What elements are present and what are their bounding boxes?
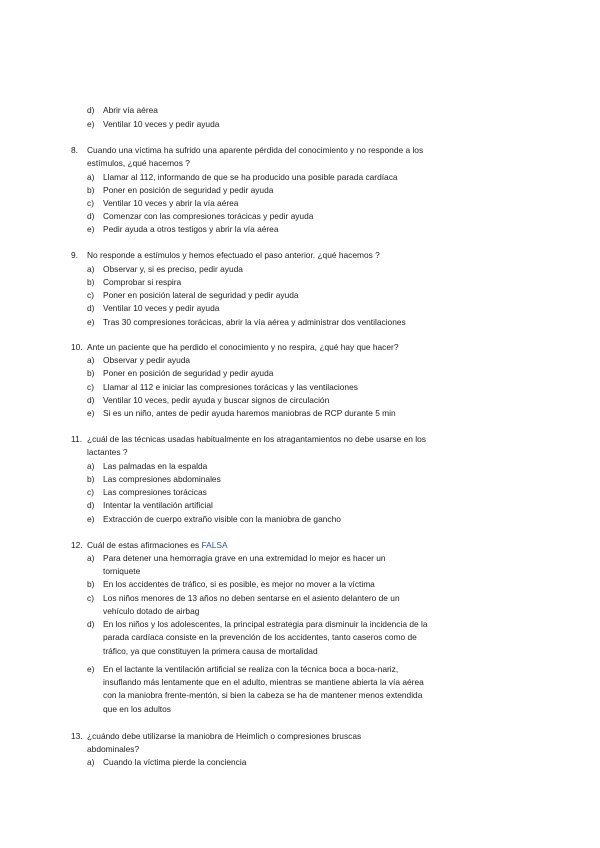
option-letter: a) xyxy=(87,461,95,471)
question-text: Cuando una víctima ha sufrido una aparente pérdida del conocimiento y no responde a los xyxy=(87,145,424,155)
option-letter: c) xyxy=(87,593,94,603)
option-letter: b) xyxy=(87,185,95,195)
option-text: En el lactante la ventilación artificial se realiza con la técnica boca a boca-nariz, xyxy=(103,664,399,674)
option-text: Intentar la ventilación artificial xyxy=(103,500,213,510)
option-text-continuation: con la maniobra frente-mentón, si bien la cabeza se ha de mantener menos extendida xyxy=(103,690,423,700)
highlight-word: FALSA xyxy=(201,540,228,550)
option-text: Poner en posición de seguridad y pedir ayuda xyxy=(103,368,274,378)
option-text: En los niños y los adolescentes, la principal estrategia para disminuir la incidencia de la xyxy=(103,619,428,629)
option-letter: b) xyxy=(87,579,95,589)
question-number: 8. xyxy=(71,145,78,155)
option-letter: d) xyxy=(87,303,95,313)
option-text: Comenzar con las compresiones torácicas y pedir ayuda xyxy=(103,211,314,221)
option-text-continuation: vehículo dotado de airbag xyxy=(103,606,200,616)
option-letter: c) xyxy=(87,198,94,208)
question-text: ¿cuándo debe utilizarse la maniobra de Heimlich o compresiones bruscas xyxy=(87,731,362,741)
option-text: Llamar al 112, informando de que se ha producido una posible parada cardíaca xyxy=(103,172,398,182)
question-text: ¿cuál de las técnicas usadas habitualmente en los atragantamientos no debe usarse en los xyxy=(87,434,426,444)
option-text: Si es un niño, antes de pedir ayuda haremos maniobras de RCP durante 5 min xyxy=(103,408,396,418)
question-text-continuation: abdominales? xyxy=(87,744,140,754)
question-text xyxy=(87,540,228,551)
option-text: Para detener una hemorragia grave en una extremidad lo mejor es hacer un xyxy=(103,553,386,563)
option-text-continuation: tráfico, ya que constituyen la primera causa de mortalidad xyxy=(103,646,318,656)
question-text: No responde a estímulos y hemos efectuado el paso anterior. ¿qué hacemos ? xyxy=(87,250,380,260)
question-text: Ante un paciente que ha perdido el conocimiento y no respira, ¿qué hay que hacer? xyxy=(87,342,399,352)
option-letter: e) xyxy=(87,408,95,418)
option-text: Pedir ayuda a otros testigos y abrir la vía aérea xyxy=(103,224,279,234)
option-text: Ventilar 10 veces, pedir ayuda y buscar signos de circulación xyxy=(103,395,330,405)
option-text: Ventilar 10 veces y abrir la vía aérea xyxy=(103,198,239,208)
option-letter: d) xyxy=(87,500,95,510)
option-text: Extracción de cuerpo extraño visible con la maniobra de gancho xyxy=(103,514,341,524)
option-letter: d) xyxy=(87,211,95,221)
option-letter: d) xyxy=(87,619,95,629)
option-letter: a) xyxy=(87,757,95,767)
option-text-continuation: torniquete xyxy=(103,566,141,576)
option-text: Observar y, si es preciso, pedir ayuda xyxy=(103,264,243,274)
option-text: Cuando la víctima pierde la conciencia xyxy=(103,757,247,767)
option-letter: b) xyxy=(87,368,95,378)
question-number: 13. xyxy=(71,731,83,741)
option-letter: e) xyxy=(87,664,95,674)
option-letter: e) xyxy=(87,317,95,327)
option-text: Ventilar 10 veces y pedir ayuda xyxy=(103,303,220,313)
option-text-continuation: insuflando más lentamente que en el adulto, mientras se mantiene abierta la vía aérea xyxy=(103,677,424,687)
option-letter: c) xyxy=(87,382,94,392)
question-number: 10. xyxy=(71,342,83,352)
option-letter: c) xyxy=(87,487,94,497)
option-text: Poner en posición de seguridad y pedir ayuda xyxy=(103,185,274,195)
option-letter: e) xyxy=(87,119,95,129)
option-letter: a) xyxy=(87,172,95,182)
question-text-main: Cuál de estas afirmaciones es xyxy=(87,540,202,550)
option-text-continuation: parada cardíaca consiste en la prevención de los accidentes, tanto caseros como de xyxy=(103,632,417,642)
option-letter: e) xyxy=(87,224,95,234)
option-text: Abrir vía aérea xyxy=(103,105,158,115)
option-text: Los niños menores de 13 años no deben sentarse en el asiento delantero de un xyxy=(103,593,400,603)
question-number: 9. xyxy=(71,250,78,260)
option-text: Ventilar 10 veces y pedir ayuda xyxy=(103,119,220,129)
option-text-continuation: que en los adultos xyxy=(103,704,171,714)
option-letter: e) xyxy=(87,514,95,524)
question-number: 11. xyxy=(71,434,83,444)
option-letter: b) xyxy=(87,474,95,484)
option-letter: a) xyxy=(87,553,95,563)
option-letter: a) xyxy=(87,264,95,274)
option-text: Las palmadas en la espalda xyxy=(103,461,208,471)
option-text: Comprobar si respira xyxy=(103,277,182,287)
option-letter: d) xyxy=(87,395,95,405)
option-letter: b) xyxy=(87,277,95,287)
option-text: Observar y pedir ayuda xyxy=(103,355,191,365)
question-number: 12. xyxy=(71,540,83,550)
option-letter: a) xyxy=(87,355,95,365)
option-letter: d) xyxy=(87,105,95,115)
option-text: Poner en posición lateral de seguridad y pedir ayuda xyxy=(103,290,299,300)
question-text-continuation: lactantes ? xyxy=(87,447,128,457)
option-text: En los accidentes de tráfico, si es posible, es mejor no mover a la víctima xyxy=(103,579,375,589)
question-text-continuation: estímulos, ¿qué hacemos ? xyxy=(87,158,190,168)
option-text: Las compresiones abdominales xyxy=(103,474,221,484)
option-text: Llamar al 112 e iniciar las compresiones torácicas y las ventilaciones xyxy=(103,382,358,392)
option-text: Las compresiones torácicas xyxy=(103,487,207,497)
option-letter: c) xyxy=(87,290,94,300)
option-text: Tras 30 compresiones torácicas, abrir la vía aérea y administrar dos ventilaciones xyxy=(103,317,406,327)
